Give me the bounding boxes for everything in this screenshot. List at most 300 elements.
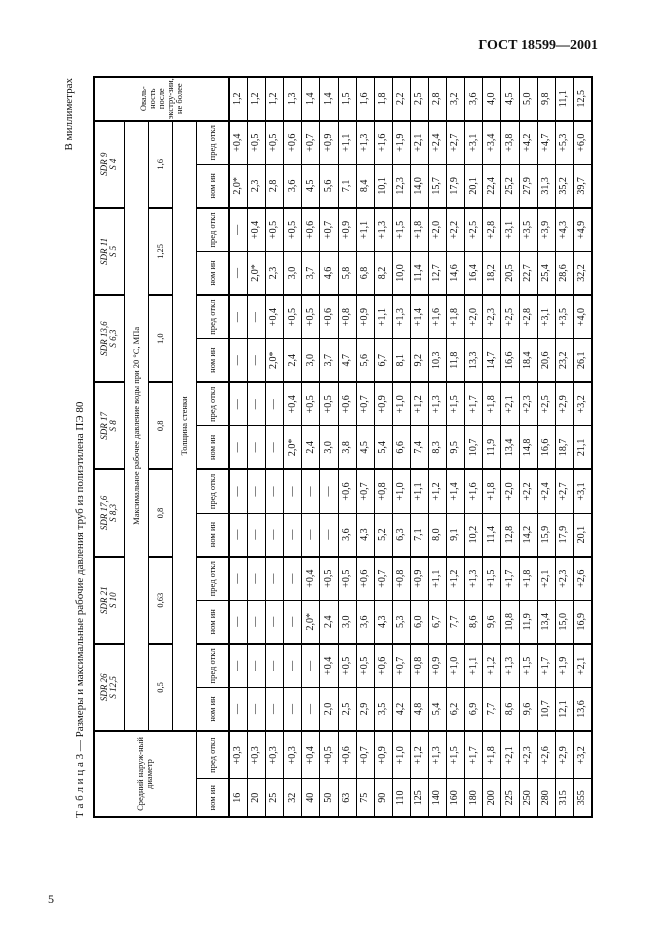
deviation-value: — <box>266 557 284 601</box>
ovality-value: 1,8 <box>374 77 392 121</box>
deviation-value: +2,1 <box>573 644 592 688</box>
deviation-value: +1,1 <box>465 644 483 688</box>
nominal-diameter: 50 <box>320 779 338 817</box>
deviation-value: — <box>266 469 284 513</box>
s-label: S 10 <box>108 592 119 609</box>
nominal-value: 4,8 <box>410 687 428 731</box>
nominal-diameter: 75 <box>356 779 374 817</box>
deviation-value: +2,1 <box>410 121 428 165</box>
deviation-value: +0,6 <box>374 644 392 688</box>
deviation-value: +1,0 <box>392 382 410 426</box>
nominal-value: 8,3 <box>429 426 447 470</box>
deviation-value: +3,8 <box>501 121 519 165</box>
nominal-value: 6,6 <box>392 426 410 470</box>
nominal-diameter: 32 <box>284 779 302 817</box>
table-row <box>229 77 248 817</box>
deviation-value: +4,2 <box>519 121 537 165</box>
deviation-value: +0,9 <box>338 208 356 252</box>
deviation-value: +0,5 <box>320 382 338 426</box>
table-row <box>302 77 320 817</box>
nominal-value: 20,1 <box>573 513 592 557</box>
nominal-value: 3,0 <box>302 339 320 383</box>
deviation-value: +0,9 <box>320 121 338 165</box>
nominal-subheader: ном ин <box>196 513 229 557</box>
deviation-value: — <box>266 644 284 688</box>
sdr-label: SDR 9 <box>98 152 109 176</box>
nominal-value: 18,7 <box>555 426 573 470</box>
deviation-value: — <box>229 469 248 513</box>
deviation-value: — <box>248 382 266 426</box>
nominal-value: 3,7 <box>320 339 338 383</box>
deviation-value: +2,5 <box>501 295 519 339</box>
nominal-value: 10,7 <box>537 687 555 731</box>
deviation-value: +0,3 <box>266 731 284 779</box>
deviation-value: +1,6 <box>465 469 483 513</box>
nominal-value: — <box>248 687 266 731</box>
nominal-diameter: 250 <box>519 779 537 817</box>
nominal-value: — <box>284 513 302 557</box>
table-row <box>501 77 519 817</box>
units-note: В миллиметрах <box>63 78 75 151</box>
nominal-value: 10,3 <box>429 339 447 383</box>
deviation-value: +1,7 <box>501 557 519 601</box>
ovality-value: 4,0 <box>483 77 501 121</box>
nominal-diameter: 200 <box>483 779 501 817</box>
deviation-value: — <box>229 208 248 252</box>
ovality-value: 9,8 <box>537 77 555 121</box>
deviation-value: +2,2 <box>519 469 537 513</box>
deviation-value: +0,4 <box>320 644 338 688</box>
deviation-value: +0,6 <box>320 295 338 339</box>
nominal-value: 6,3 <box>392 513 410 557</box>
nominal-diameter: 63 <box>338 779 356 817</box>
deviation-value: +1,5 <box>392 208 410 252</box>
deviation-value: +0,5 <box>248 121 266 165</box>
nominal-value: 9,2 <box>410 339 428 383</box>
table-row <box>573 77 592 817</box>
nominal-value: 5,8 <box>338 251 356 295</box>
nominal-value: 3,0 <box>284 251 302 295</box>
nominal-value: 26,1 <box>573 339 592 383</box>
deviation-value: +0,7 <box>320 208 338 252</box>
nominal-value: 35,2 <box>555 164 573 208</box>
deviation-value: +2,1 <box>537 557 555 601</box>
deviation-value: +1,2 <box>410 382 428 426</box>
deviation-value: +1,8 <box>483 469 501 513</box>
deviation-value: +0,7 <box>392 644 410 688</box>
deviation-value: +0,5 <box>266 121 284 165</box>
deviation-value: +0,4 <box>266 295 284 339</box>
deviation-value: +0,6 <box>284 121 302 165</box>
nominal-diameter: 110 <box>392 779 410 817</box>
deviation-value: +2,5 <box>465 208 483 252</box>
nominal-value: — <box>266 600 284 644</box>
nominal-diameter: 180 <box>465 779 483 817</box>
deviation-value: +2,0 <box>501 469 519 513</box>
deviation-value: +1,8 <box>483 731 501 779</box>
deviation-value: +3,1 <box>465 121 483 165</box>
table-row <box>519 77 537 817</box>
nominal-value: 21,1 <box>573 426 592 470</box>
deviation-value: +3,1 <box>501 208 519 252</box>
nominal-value: 9,6 <box>483 600 501 644</box>
deviation-value: +1,5 <box>519 644 537 688</box>
deviation-value: +5,3 <box>555 121 573 165</box>
nominal-value: 5,6 <box>320 164 338 208</box>
series-header <box>94 295 124 382</box>
s-label: S 8,3 <box>108 504 119 523</box>
page-number: 5 <box>48 892 54 906</box>
deviation-value: +0,3 <box>248 731 266 779</box>
nominal-value: 2,4 <box>320 600 338 644</box>
series-header <box>94 382 124 469</box>
nominal-value: 12,8 <box>501 513 519 557</box>
nominal-diameter: 125 <box>410 779 428 817</box>
nominal-value: 18,4 <box>519 339 537 383</box>
deviation-value: +2,3 <box>555 557 573 601</box>
table-row <box>537 77 555 817</box>
nominal-value: 8,0 <box>429 513 447 557</box>
nominal-subheader: ном ин <box>196 164 229 208</box>
pressure-value: 1,25 <box>148 208 172 295</box>
wall-thickness-header: Толщина стенки <box>172 121 196 731</box>
deviation-value: +6,0 <box>573 121 592 165</box>
deviation-value: +1,2 <box>483 644 501 688</box>
nominal-value: 14,8 <box>519 426 537 470</box>
ovality-value: 1,4 <box>302 77 320 121</box>
nominal-diameter: 355 <box>573 779 592 817</box>
deviation-value: +1,3 <box>374 208 392 252</box>
ovality-value: 12,5 <box>573 77 592 121</box>
deviation-value: +1,5 <box>447 731 465 779</box>
nominal-value: 4,6 <box>320 251 338 295</box>
ovality-value: 1,5 <box>338 77 356 121</box>
deviation-value: +2,3 <box>483 295 501 339</box>
nominal-value: 20,6 <box>537 339 555 383</box>
deviation-value: +0,9 <box>374 382 392 426</box>
deviation-value: +1,3 <box>392 295 410 339</box>
sdr-label: SDR 17,6 <box>98 495 109 531</box>
deviation-value: +0,4 <box>229 121 248 165</box>
nominal-value: 31,3 <box>537 164 555 208</box>
ovality-value: 4,5 <box>501 77 519 121</box>
deviation-subheader: пред откл <box>196 121 229 165</box>
nominal-value: 10,1 <box>374 164 392 208</box>
deviation-value: +1,8 <box>519 557 537 601</box>
deviation-value: — <box>248 469 266 513</box>
nominal-value: 2,8 <box>266 164 284 208</box>
nominal-value: 8,1 <box>392 339 410 383</box>
nominal-value: 5,4 <box>374 426 392 470</box>
nominal-diameter: 16 <box>229 779 248 817</box>
nominal-value: 2,3 <box>248 164 266 208</box>
nominal-value: — <box>302 513 320 557</box>
deviation-value: +2,8 <box>483 208 501 252</box>
sdr-label: SDR 21 <box>98 586 109 615</box>
nominal-value: 4,2 <box>392 687 410 731</box>
deviation-value: +2,4 <box>537 469 555 513</box>
deviation-value: +1,9 <box>392 121 410 165</box>
deviation-value: +1,7 <box>465 382 483 426</box>
deviation-value: — <box>229 557 248 601</box>
ovality-value: 1,2 <box>229 77 248 121</box>
deviation-value: +3,2 <box>573 382 592 426</box>
deviation-value: +2,2 <box>447 208 465 252</box>
deviation-value: +2,4 <box>429 121 447 165</box>
deviation-value: +0,9 <box>410 557 428 601</box>
deviation-value: +0,7 <box>302 121 320 165</box>
nominal-value: 6,9 <box>465 687 483 731</box>
nominal-value: 2,4 <box>284 339 302 383</box>
ovality-value: 1,4 <box>320 77 338 121</box>
deviation-value: +1,1 <box>356 208 374 252</box>
nominal-value: 14,7 <box>483 339 501 383</box>
nominal-value: 17,9 <box>447 164 465 208</box>
nominal-value: 16,6 <box>501 339 519 383</box>
nominal-value: 10,8 <box>501 600 519 644</box>
deviation-value: +0,6 <box>302 208 320 252</box>
nominal-value: 3,7 <box>302 251 320 295</box>
deviation-value: +0,5 <box>320 731 338 779</box>
table-row <box>555 77 573 817</box>
deviation-value: — <box>284 469 302 513</box>
nominal-value: 27,9 <box>519 164 537 208</box>
ovality-value: 3,2 <box>447 77 465 121</box>
deviation-value: +1,2 <box>429 469 447 513</box>
deviation-value: +0,3 <box>284 731 302 779</box>
nominal-value: 9,5 <box>447 426 465 470</box>
deviation-value: +0,6 <box>338 382 356 426</box>
nominal-value: 20,1 <box>465 164 483 208</box>
deviation-value: +0,9 <box>374 731 392 779</box>
deviation-value: +1,2 <box>447 557 465 601</box>
nominal-value: 22,7 <box>519 251 537 295</box>
deviation-value: +1,1 <box>338 121 356 165</box>
deviation-value: +0,8 <box>410 644 428 688</box>
deviation-value: — <box>266 382 284 426</box>
deviation-value: +2,0 <box>465 295 483 339</box>
s-label: S 4 <box>108 158 119 170</box>
table-row <box>392 77 410 817</box>
deviation-value: +2,6 <box>537 731 555 779</box>
nominal-diameter: 40 <box>302 779 320 817</box>
deviation-value: +0,4 <box>248 208 266 252</box>
sdr-label: SDR 13,6 <box>98 321 109 356</box>
ovality-value: 3,6 <box>465 77 483 121</box>
s-label: S 5 <box>108 245 119 258</box>
nominal-value: — <box>320 513 338 557</box>
nominal-subheader: ном ин <box>196 339 229 383</box>
deviation-value: +1,3 <box>356 121 374 165</box>
nominal-value: 7,7 <box>483 687 501 731</box>
nominal-value: 12,1 <box>555 687 573 731</box>
nominal-value: 28,6 <box>555 251 573 295</box>
ovality-value: 1,3 <box>284 77 302 121</box>
deviation-value: +0,6 <box>356 557 374 601</box>
table-row <box>266 77 284 817</box>
deviation-value: — <box>320 469 338 513</box>
deviation-value: +2,8 <box>519 295 537 339</box>
nominal-value: 2,5 <box>338 687 356 731</box>
nominal-value: 4,3 <box>356 513 374 557</box>
pressure-value: 0,5 <box>148 644 172 731</box>
nominal-value: 4,5 <box>302 164 320 208</box>
nominal-value: 23,2 <box>555 339 573 383</box>
nominal-value: 2,0* <box>229 164 248 208</box>
nominal-value: 3,0 <box>320 426 338 470</box>
table-caption: Т а б л и ц а 3 — Размеры и максимальные рабочие давления труб из полиэтилена ПЭ 80 <box>74 401 86 818</box>
series-header <box>94 469 124 556</box>
deviation-value: +0,8 <box>338 295 356 339</box>
nominal-value: 10,2 <box>465 513 483 557</box>
nominal-value: 15,9 <box>537 513 555 557</box>
nominal-value: 4,3 <box>374 600 392 644</box>
nominal-value: 5,6 <box>356 339 374 383</box>
nominal-value: — <box>302 687 320 731</box>
deviation-value: +0,8 <box>392 557 410 601</box>
deviation-value: +0,4 <box>284 382 302 426</box>
deviation-value: +0,4 <box>302 557 320 601</box>
nominal-diameter: 25 <box>266 779 284 817</box>
deviation-value: +0,5 <box>302 382 320 426</box>
deviation-value: +1,0 <box>447 644 465 688</box>
nominal-value: 2,9 <box>356 687 374 731</box>
ovality-header: Оваль-ность после экстру-зии, не более <box>94 77 229 121</box>
deviation-value: +1,8 <box>447 295 465 339</box>
nominal-value: 11,9 <box>483 426 501 470</box>
deviation-subheader: пред откл <box>196 557 229 601</box>
s-label: S 12,5 <box>108 676 119 699</box>
sdr-label: SDR 11 <box>98 237 109 266</box>
nominal-value: 14,2 <box>519 513 537 557</box>
deviation-value: +0,7 <box>356 382 374 426</box>
table-row <box>356 77 374 817</box>
nominal-value: 2,0 <box>320 687 338 731</box>
nominal-value: 20,5 <box>501 251 519 295</box>
nominal-value: — <box>284 687 302 731</box>
deviation-value: +3,1 <box>537 295 555 339</box>
nominal-diameter: 160 <box>447 779 465 817</box>
deviation-value: +2,7 <box>555 469 573 513</box>
deviation-value: +2,1 <box>501 731 519 779</box>
nominal-diameter: 225 <box>501 779 519 817</box>
nominal-value: 14,6 <box>447 251 465 295</box>
deviation-value: +4,3 <box>555 208 573 252</box>
deviation-value: +1,4 <box>447 469 465 513</box>
deviation-value: — <box>302 644 320 688</box>
table-row <box>248 77 266 817</box>
nominal-value: 6,8 <box>356 251 374 295</box>
deviation-value: +1,7 <box>537 644 555 688</box>
nominal-value: 6,7 <box>374 339 392 383</box>
pressure-value: 0,63 <box>148 557 172 644</box>
ovality-value: 5,0 <box>519 77 537 121</box>
deviation-value: — <box>248 644 266 688</box>
nominal-value: 5,2 <box>374 513 392 557</box>
nominal-value: 12,7 <box>429 251 447 295</box>
deviation-value: +1,3 <box>429 382 447 426</box>
deviation-value: — <box>284 644 302 688</box>
pressure-value: 1,6 <box>148 121 172 208</box>
sdr-label: SDR 17 <box>98 411 109 440</box>
deviation-value: +0,7 <box>356 469 374 513</box>
diameter-header: Средний наруж-ный диаметр <box>94 731 196 817</box>
nominal-value: 15,0 <box>555 600 573 644</box>
deviation-value: +1,0 <box>392 731 410 779</box>
deviation-value: +0,5 <box>338 644 356 688</box>
nominal-value: 14,0 <box>410 164 428 208</box>
deviation-value: +1,0 <box>392 469 410 513</box>
deviation-value: — <box>302 469 320 513</box>
deviation-value: +0,7 <box>374 557 392 601</box>
nominal-value: — <box>229 600 248 644</box>
rotated-table-block <box>62 78 598 818</box>
deviation-value: +3,2 <box>573 731 592 779</box>
nominal-value: 4,5 <box>356 426 374 470</box>
deviation-value: +0,9 <box>429 644 447 688</box>
nominal-value: 13,4 <box>537 600 555 644</box>
pressure-value: 0,8 <box>148 382 172 469</box>
deviation-value: +3,5 <box>519 208 537 252</box>
deviation-value: — <box>284 557 302 601</box>
nominal-value: 8,6 <box>501 687 519 731</box>
table-row <box>465 77 483 817</box>
nominal-value: 22,4 <box>483 164 501 208</box>
s-label: S 8 <box>108 420 119 432</box>
deviation-value: +1,2 <box>410 731 428 779</box>
nominal-value: 8,4 <box>356 164 374 208</box>
table-row <box>447 77 465 817</box>
deviation-value: +2,3 <box>519 382 537 426</box>
deviation-value: +4,0 <box>573 295 592 339</box>
deviation-value: — <box>229 644 248 688</box>
deviation-value: +3,1 <box>573 469 592 513</box>
nominal-value: — <box>229 339 248 383</box>
deviation-value: +0,3 <box>229 731 248 779</box>
ovality-value: 1,2 <box>266 77 284 121</box>
ovality-value: 2,8 <box>429 77 447 121</box>
nominal-value: — <box>248 426 266 470</box>
nominal-value: 9,6 <box>519 687 537 731</box>
nominal-value: 16,4 <box>465 251 483 295</box>
nominal-value: 3,0 <box>338 600 356 644</box>
deviation-value: +2,0 <box>429 208 447 252</box>
nominal-value: 5,4 <box>429 687 447 731</box>
deviation-value: +1,4 <box>410 295 428 339</box>
deviation-value: — <box>229 295 248 339</box>
deviation-value: +0,5 <box>356 644 374 688</box>
nominal-value: 2,0* <box>266 339 284 383</box>
nominal-value: 2,0* <box>284 426 302 470</box>
nominal-value: 9,1 <box>447 513 465 557</box>
deviation-value: +2,5 <box>537 382 555 426</box>
nominal-value: 12,3 <box>392 164 410 208</box>
nominal-value: 3,5 <box>374 687 392 731</box>
nominal-value: 8,6 <box>465 600 483 644</box>
deviation-value: +0,6 <box>338 469 356 513</box>
nominal-value: 11,8 <box>447 339 465 383</box>
nominal-value: 3,6 <box>338 513 356 557</box>
ovality-value: 1,6 <box>356 77 374 121</box>
nominal-value: — <box>266 687 284 731</box>
nominal-value: 3,8 <box>338 426 356 470</box>
nominal-value: 11,4 <box>410 251 428 295</box>
series-header <box>94 644 124 731</box>
nominal-value: 13,3 <box>465 339 483 383</box>
table-row <box>410 77 428 817</box>
nominal-diameter: 315 <box>555 779 573 817</box>
nominal-value: 6,2 <box>447 687 465 731</box>
